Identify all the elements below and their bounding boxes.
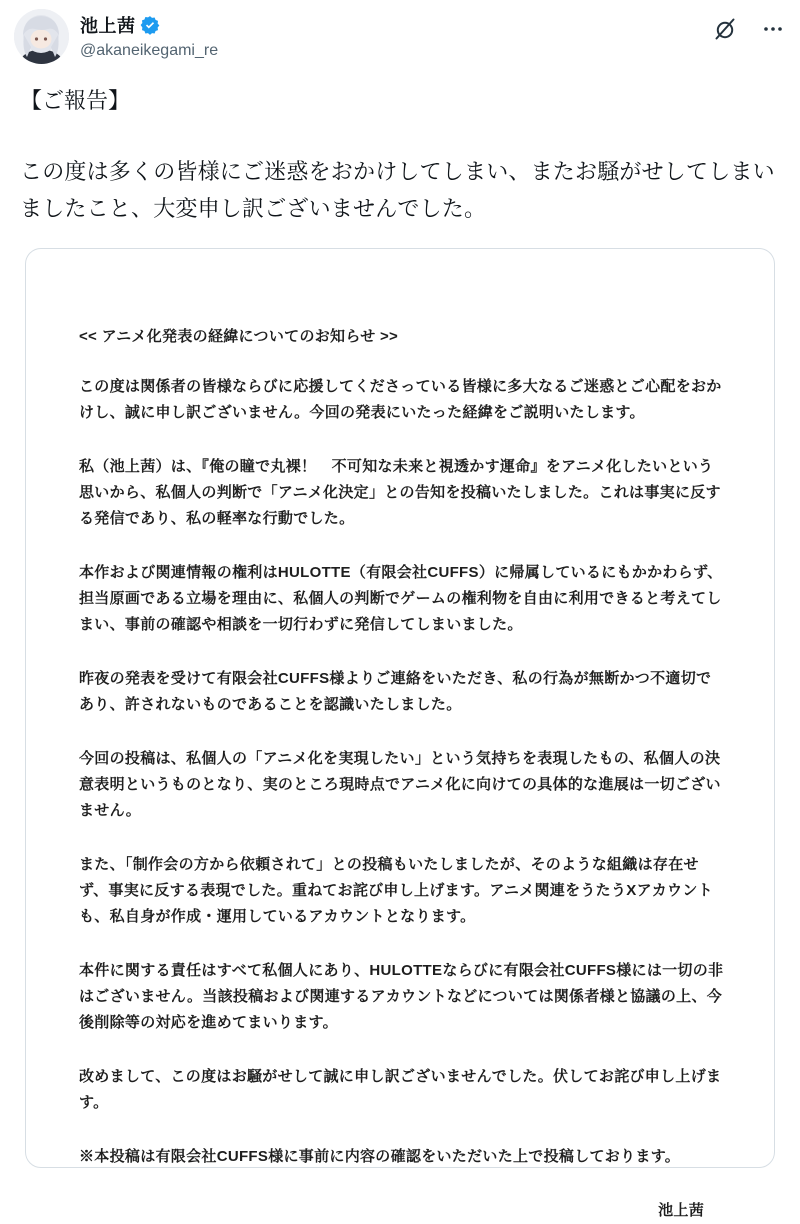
statement-image[interactable] bbox=[25, 248, 775, 1219]
statement-signature: 池上茜 bbox=[658, 1202, 704, 1219]
statement-paragraph: 今回の投稿は、私個人の「アニメ化を実現したい」という気持ちを表現したもの、私個人の決意表明というものとなり、実のところ現時点でアニメ化に向けての具体的な進展は一切ございません。 bbox=[79, 750, 721, 819]
statement-paragraph: 私（池上茜）は、『俺の瞳で丸裸！ 不可知な未来と視透かす運命』をアニメ化したいという思いから、私個人の判断で「アニメ化決定」との告知を投稿いたしました。これは事実に反する発信であり、私の軽率な行動でした。 bbox=[79, 458, 721, 527]
grok-icon[interactable] bbox=[712, 16, 738, 42]
statement-paragraph: 改めまして、この度はお騒がせして誠に申し訳ございませんでした。伏してお詫び申し上げます。 bbox=[79, 1068, 722, 1111]
statement-paragraph: 本件に関する責任はすべて私個人にあり、HULOTTEならびに有限会社CUFFS様には一切の非はございません。当該投稿および関連するアカウントなどについては関係者様と協議の上、今後削除等の対応を進めてまいります。 bbox=[79, 962, 724, 1031]
more-icon[interactable] bbox=[762, 18, 784, 40]
tweet-text-block bbox=[0, 66, 800, 227]
avatar[interactable] bbox=[14, 9, 69, 64]
statement-paragraph: ※本投稿は有限会社CUFFS様に事前に内容の確認をいただいた上で投稿しております。 bbox=[79, 1148, 681, 1165]
user-handle[interactable]: @akaneikegami_re bbox=[80, 42, 219, 59]
display-name[interactable]: 池上茜 bbox=[80, 16, 136, 36]
post-header bbox=[0, 0, 800, 66]
statement-title: << アニメ化発表の経緯についてのお知らせ >> bbox=[79, 328, 399, 345]
verified-icon bbox=[140, 15, 160, 35]
statement-paragraph: 本作および関連情報の権利はHULOTTE（有限会社CUFFS）に帰属しているにもかかわらず、担当原画である立場を理由に、私個人の判断でゲームの権利物を自由に利用できると考えてしまい、事前の確認や相談を一切行わずに発信してしまいました。 bbox=[79, 564, 723, 633]
statement-paragraph: 昨夜の発表を受けて有限会社CUFFS様よりご連絡をいただき、私の行為が無断かつ不適切であり、許されないものであることを認識いたしました。 bbox=[79, 670, 712, 713]
tweet-body: この度は多くの皆様にご迷惑をおかけしてしまい、またお騒がせしてしまいましたこと、大変申し訳ございませんでした。 bbox=[20, 159, 775, 221]
avatar-illustration bbox=[14, 9, 69, 64]
tweet-heading: 【ご報告】 bbox=[20, 88, 131, 113]
statement-paragraph: また、「制作会の方から依頼されて」との投稿もいたしましたが、そのような組織は存在せず、事実に反する表現でした。重ねてお詫び申し上げます。アニメ関連をうたうXアカウントも、私自身が作成・運用しているアカウントとなります。 bbox=[79, 856, 713, 925]
header-actions bbox=[712, 9, 784, 42]
statement-paragraph: この度は関係者の皆様ならびに応援してくださっている皆様に多大なるご迷惑とご心配をおかけし、誠に申し訳ございません。今回の発表にいたった経緯をご説明いたします。 bbox=[79, 378, 722, 421]
name-block bbox=[80, 9, 218, 60]
